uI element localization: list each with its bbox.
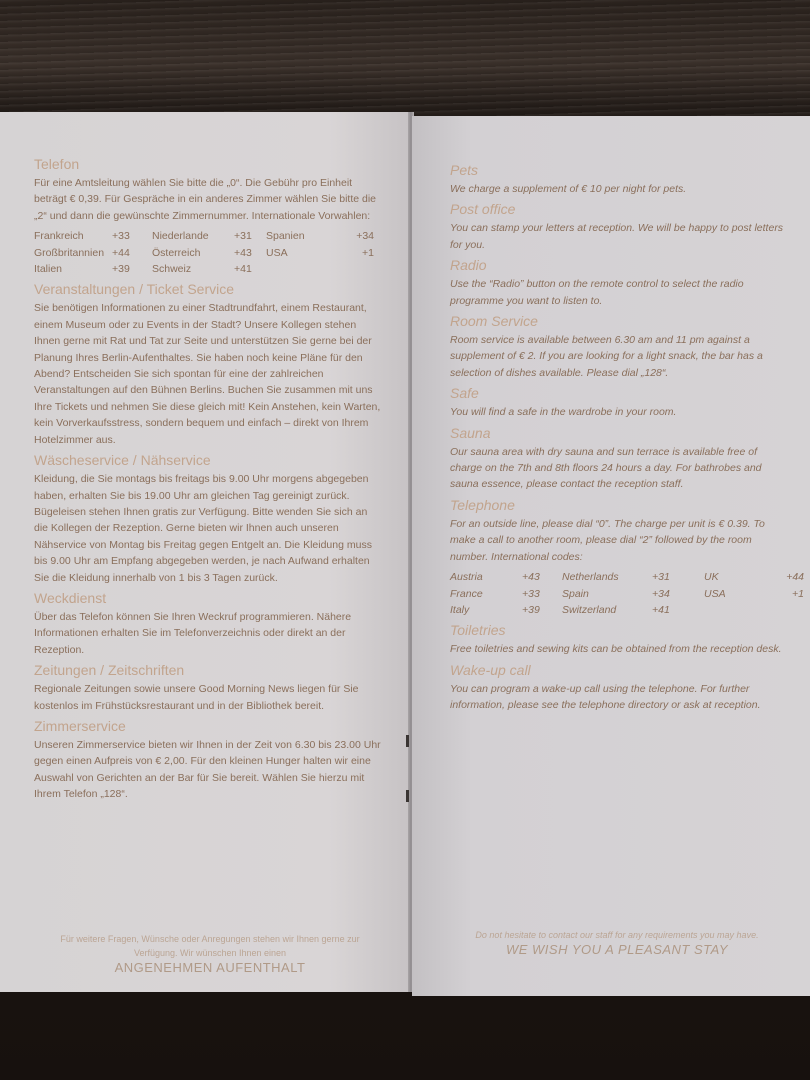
code-country: Österreich — [152, 246, 201, 259]
section-room-service — [450, 313, 788, 381]
section-telephone — [450, 496, 804, 618]
section-zeitungen — [34, 662, 382, 714]
section-body: You can stamp your letters at reception. We will be happy to post letters for you. — [450, 222, 784, 251]
section-telefon — [34, 156, 382, 277]
section-zimmerservice — [34, 718, 382, 803]
code-country: Italy — [450, 603, 470, 616]
left-footer — [40, 932, 380, 976]
code-country: France — [450, 587, 483, 600]
section-weckdienst — [34, 590, 382, 658]
section-body: Free toiletries and sewing kits can be obtained from the reception desk. — [450, 643, 782, 656]
section-title: Pets — [450, 162, 479, 178]
code-value: +43 — [522, 571, 540, 584]
section-body: Über das Telefon können Sie Ihren Weckruf programmieren. Nähere Informationen erhalten Sie im Telefonverzeichnis oder direkt an der Rezeption. — [34, 610, 352, 656]
section-body: You can program a wake-up call using the telephone. For further information, please see the telephone directory or ask at reception. — [450, 682, 761, 712]
code-value: +39 — [522, 603, 540, 616]
code-value — [346, 261, 374, 277]
section-title: Zimmerservice — [34, 717, 126, 734]
code-value — [784, 602, 804, 618]
code-value: +33 — [522, 587, 540, 600]
section-title: Sauna — [450, 424, 491, 441]
section-title: Wake-up call — [450, 661, 531, 678]
code-country: USA — [704, 587, 726, 600]
code-value: +41 — [652, 603, 670, 616]
code-country — [266, 261, 346, 277]
section-title: Zeitungen / Zeitschriften — [34, 662, 185, 679]
section-title: Weckdienst — [34, 589, 107, 606]
section-pets — [450, 162, 788, 197]
section-body: We charge a supplement of € 10 per night for pets. — [450, 183, 687, 195]
section-body: Room service is available between 6.30 am and 11 pm against a supplement of € 2. If you are looking for a light snack, the bar has a selection of dishes available. Please dial „128“. — [450, 334, 763, 379]
section-veranstaltungen — [34, 281, 382, 448]
international-codes-table — [450, 569, 804, 618]
code-value: +1 — [792, 587, 804, 600]
section-title: Toiletries — [450, 622, 506, 639]
staple — [406, 735, 409, 747]
code-value: +39 — [112, 263, 130, 276]
code-country: USA — [266, 246, 288, 259]
section-safe — [450, 385, 788, 420]
section-title: Post office — [450, 201, 516, 218]
code-value: +44 — [112, 246, 130, 259]
code-value: +31 — [234, 230, 252, 243]
code-country: Netherlands — [562, 571, 619, 584]
section-body: Für eine Amtsleitung wählen Sie bitte die „0“. Die Gebühr pro Einheit beträgt € 0,39. Für Gespräche in ein anderes Zimmer wählen Sie bitte die „2“ und dann die gewünschte Zimmernummer. Internationale Vorwahlen: — [34, 177, 377, 222]
section-body: For an outside line, please dial “0”. The charge per unit is € 0.39. To make a call to another room, please dial “2” followed by the room number. International codes: — [450, 517, 765, 563]
footer-note: Do not hesitate to contact our staff for any requirements you may have. — [475, 930, 759, 940]
section-body: Regionale Zeitungen sowie unsere Good Morning News liegen für Sie kostenlos im Frühstücksrestaurant und in der Bibliothek bereit. — [34, 683, 359, 712]
section-body: You will find a safe in the wardrobe in your room. — [450, 406, 677, 419]
left-page — [0, 112, 412, 992]
right-footer — [472, 928, 762, 958]
footer-greeting: ANGENEHMEN AUFENTHALT — [114, 960, 306, 975]
code-value: +44 — [786, 571, 804, 584]
code-country — [704, 602, 784, 618]
section-title: Radio — [450, 257, 487, 274]
staple — [406, 790, 409, 802]
section-title: Wäscheservice / Nähservice — [34, 452, 211, 469]
code-country: Niederlande — [152, 230, 209, 243]
right-page — [412, 116, 810, 996]
code-value: +33 — [112, 230, 130, 243]
code-country: Spanien — [266, 230, 305, 243]
section-body: Our sauna area with dry sauna and sun terrace is available free of charge on the 7th and 8th floors 24 hours a day. For bathrobes and sauna essence, please contact the reception staff. — [450, 445, 762, 491]
code-country: Spain — [562, 587, 589, 600]
section-body: Unseren Zimmerservice bieten wir Ihnen in der Zeit von 6.30 bis 23.00 Uhr gegen einen Aufpreis von € 2,00. Für den kleinen Hunger halten wir eine Auswahl von Gerichten an der Bar für Sie bereit. Wählen Sie hierzu mit Ihrem Telefon „128“. — [34, 738, 381, 801]
section-body: Use the “Radio” button on the remote control to select the radio programme you want to listen to. — [450, 278, 744, 307]
section-toiletries — [450, 622, 788, 657]
code-country: Austria — [450, 571, 483, 584]
code-country: Großbritannien — [34, 246, 105, 259]
international-codes-table — [34, 228, 382, 277]
section-body: Kleidung, die Sie montags bis freitags bis 9.00 Uhr morgens abgegeben haben, erhalten Sie bis 19.00 Uhr am gleichen Tag gereinigt zurück. Bügeleisen stehen Ihnen gratis zur Verfügung. Bitte wenden Sie sich an die Kollegen der Rezeption. Gerne bieten wir Ihnen auch unseren Nähservice von Montag bis Freitag gegen Entgelt an. Die Kleidung muss bis 9.00 Uhr am Empfang abgegeben werden, je nach Aufwand erhalten Sie die Kleidung innerhalb von 1 bis 3 Tagen zurück. — [34, 473, 372, 584]
section-title: Veranstaltungen / Ticket Service — [34, 281, 234, 298]
footer-greeting: WE WISH YOU A PLEASANT STAY — [505, 942, 729, 957]
code-value: +1 — [362, 246, 374, 259]
section-waescheservice — [34, 452, 382, 586]
code-country: Frankreich — [34, 230, 84, 243]
code-value: +34 — [652, 587, 670, 600]
wood-grain — [0, 0, 810, 120]
section-radio — [450, 257, 788, 309]
code-value: +31 — [652, 571, 670, 584]
code-country: Italien — [34, 263, 63, 276]
section-title: Safe — [450, 385, 479, 402]
code-value: +43 — [234, 246, 252, 259]
code-country: UK — [704, 571, 719, 584]
section-body: Sie benötigen Informationen zu einer Stadtrundfahrt, einem Restaurant, einem Museum oder zu Events in der Stadt? Unsere Kollegen stehen Ihnen gerne mit Rat und Tat zur Seite und unterstützen Sie gerne bei der Planung Ihres Berlin-Aufenthaltes. Sie haben noch keine Pläne für den Abend? Entscheiden Sie sich spontan für eine der zahlreichen Veranstaltungen auf den Bühnen Berlins. Buchen Sie zusammen mit uns Ihre Tickets und nehmen Sie diese gleich mit! Kein Anstehen, kein Warten, kein Vorverkaufsstress, sondern bequem und einfach – direkt von Ihrem Hotelzimmer aus. — [34, 302, 381, 446]
section-title: Room Service — [450, 313, 538, 330]
code-country: Schweiz — [152, 263, 192, 276]
section-wake-up-call — [450, 662, 788, 714]
section-post-office — [450, 201, 788, 253]
code-country: Switzerland — [562, 603, 617, 616]
section-title: Telephone — [450, 496, 515, 513]
section-sauna — [450, 425, 788, 493]
code-value: +41 — [234, 263, 252, 276]
code-value: +34 — [356, 230, 374, 243]
section-title: Telefon — [34, 156, 80, 172]
footer-note: Für weitere Fragen, Wünsche oder Anregungen stehen wir Ihnen gerne zur Verfügung. Wir wünschen Ihnen einen — [60, 934, 360, 958]
